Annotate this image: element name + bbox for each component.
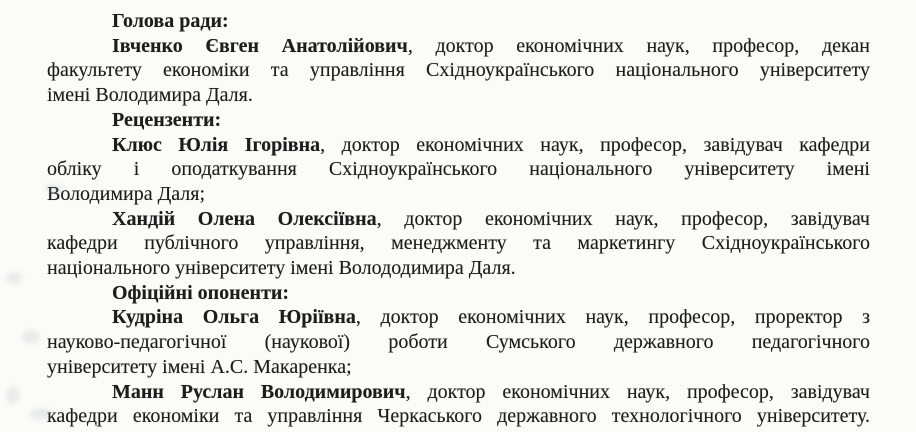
paragraph-line: обліку і оподаткування Східноукраїнського національного університету імені [47,158,870,181]
paragraph-line [47,133,870,158]
person-credentials: , доктор економічних наук, професор, завідувач [376,207,870,230]
paragraph-line: факультету економіки та управління Східноукраїнського національного університету [47,59,870,82]
person-credentials: , доктор економічних наук, професор, завідувач кафедри [320,133,870,156]
section-heading-head-of-council [47,9,870,34]
paragraph-line [47,207,870,232]
person-name-khandii: Хандій Олена Олексіївна [112,207,377,230]
person-name-mann: Манн Руслан Володимирович [112,380,406,403]
person-name-kudrina: Кудріна Ольга Юріївна [112,306,356,329]
scan-artifact [6,386,20,404]
paragraph-line: університету імені А.С. Макаренка; [47,355,352,378]
paragraph-line [47,34,870,59]
section-heading-official-opponents [47,281,870,306]
section-heading-reviewers [47,108,870,133]
person-credentials: , доктор економічних наук, професор, завідувач [405,380,870,403]
person-credentials: , доктор економічних наук, професор, проректор з [355,306,870,329]
scan-artifact [44,184,64,194]
scan-artifact [6,272,22,284]
paragraph-line: імені Володимира Даля. [47,84,253,107]
paragraph-line: науково-педагогічної (наукової) роботи Сумського державного педагогічного [47,331,870,354]
heading-text: Голова ради: [112,10,229,32]
paragraph-line: кафедри публічного управління, менеджменту та маркетингу Східноукраїнського [47,232,870,255]
scan-artifact [22,330,40,344]
paragraph-line [47,305,870,330]
person-name-ivchenko: Івченко Євген Анатолійович [112,34,408,57]
heading-text: Рецензенти: [112,108,222,131]
paragraph-line: національного університету імені Волододимира Даля. [47,257,516,280]
paragraph-line [47,380,870,405]
scan-artifact [30,408,54,420]
heading-text: Офіційні опоненти: [112,281,290,304]
person-credentials: , доктор економічних наук, професор, декан [407,34,870,57]
paragraph-line: Володимира Даля; [47,182,206,205]
paragraph-line: кафедри економіки та управління Черкаського державного технологічного університету. [47,405,870,428]
person-name-klius: Клюс Юлія Ігорівна [112,133,321,156]
